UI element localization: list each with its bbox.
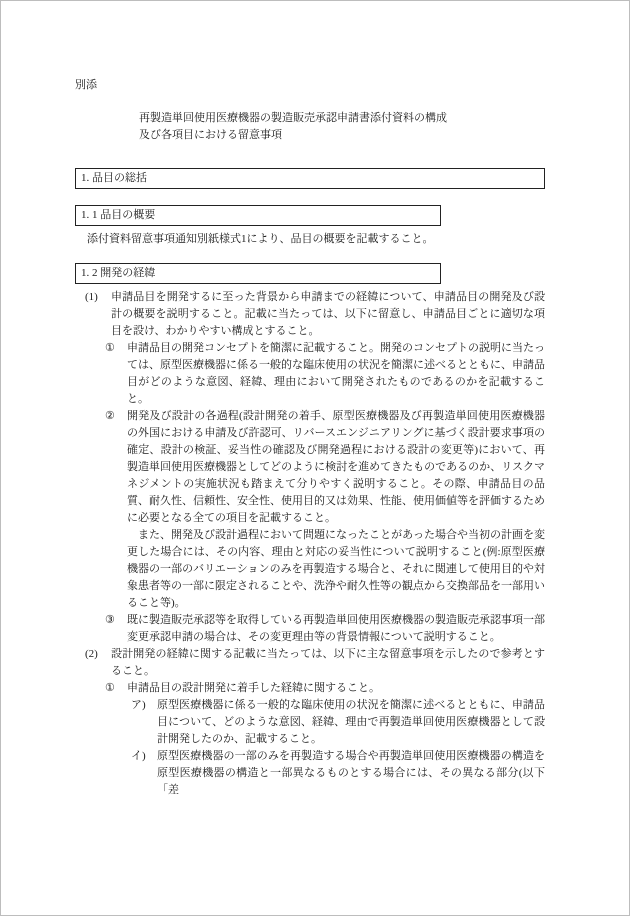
list-item-1-1 [75, 340, 545, 408]
item-text: 申請品目の設計開発に着手した経緯に関すること。 [127, 682, 380, 694]
document-title-line1: 再製造単回使用医療機器の製造販売承認申請書添付資料の構成 [139, 112, 447, 124]
item-marker: イ) [131, 750, 146, 762]
document-title-line2: 及び各項目における留意事項 [139, 129, 282, 141]
list-item-2-1-a [75, 697, 545, 748]
item-marker: (1) [85, 291, 98, 303]
item-text: 開発及び設計の各過程(設計開発の着手、原型医療機器及び再製造単回使用医療機器の外国における申請及び許認可、リバースエンジニアリングに基づく設計要求事項の確定、設計の検証、妥当性の確認及び開発過程における設計の変更等)において、再製造単回使用医療機器としてどのように検討を進めてきたものであるのか、リスクマネジメントの実施状況も踏まえて分りやすく説明すること。その際、申請品目の品質、耐久性、信頼性、安全性、使用目的又は効果、性能、使用価値等を評価するために必要となる全ての項目を記載すること。 [127, 410, 545, 524]
section-1-2-heading: 1. 2 開発の経緯 [75, 263, 441, 284]
list-item-2-1-b [75, 748, 545, 799]
item-marker: ① [105, 342, 115, 354]
item-text: 原型医療機器に係る一般的な臨床使用の状況を簡潔に述べるとともに、申請品目について、どのような意図、経緯、理由で再製造単回使用医療機器として設計開発したのか、記載すること。 [157, 699, 545, 745]
item-marker: ② [105, 410, 115, 422]
attachment-label: 別添 [75, 79, 97, 91]
item-text: 原型医療機器の一部のみを再製造する場合や再製造単回使用医療機器の構造を原型医療機器の構造と一部異なるものとする場合には、その異なる部分(以下「差 [157, 750, 545, 796]
item-text: 設計開発の経緯に関する記載に当たっては、以下に主な留意事項を示したので参考とすること。 [111, 648, 545, 677]
item-marker: ③ [105, 614, 115, 626]
list-item-1-3 [75, 612, 545, 646]
item-marker: (2) [85, 648, 98, 660]
item-text: 申請品目を開発するに至った背景から申請までの経緯について、申請品目の開発及び設計の概要を説明すること。記載に当たっては、以下に留意し、申請品目ごとに適切な項目を設け、わかりやすい構成とすること。 [111, 291, 545, 337]
item-text: 既に製造販売承認等を取得している再製造単回使用医療機器の製造販売承認事項一部変更承認申請の場合は、その変更理由等の背景情報について説明すること。 [127, 614, 545, 643]
list-item-1-2 [75, 408, 545, 527]
list-item-1-2-note: また、開発及び設計過程において問題になったことがあった場合や当初の計画を変更した場合には、その内容、理由と対応の妥当性について説明すること(例:原型医療機器の一部のバリエーションのみを再製造する場合と、それに関連して使用目的や対象患者等の一部に限定されることや、洗浄や耐久性等の観点から交換部品を一部用いること等)。 [127, 529, 545, 609]
section-1-1-heading: 1. 1 品目の概要 [75, 205, 441, 226]
list-item-2 [75, 646, 545, 680]
list-item-2-1 [75, 680, 545, 697]
list-item-1 [75, 289, 545, 340]
item-text: 申請品目の開発コンセプトを簡潔に記載すること。開発のコンセプトの説明に当たっては、原型医療機器に係る一般的な臨床使用の状況を簡潔に述べるとともに、申請品目がどのような意図、経緯、理由において開発されたものであるのかを記載すること。 [127, 342, 545, 405]
section-1-heading: 1. 品目の総括 [75, 168, 545, 189]
item-marker: ① [105, 682, 115, 694]
item-marker: ア) [131, 699, 146, 711]
document-title [139, 110, 545, 144]
section-1-1-body: 添付資料留意事項通知別紙様式1により、品目の概要を記載すること。 [87, 233, 434, 245]
